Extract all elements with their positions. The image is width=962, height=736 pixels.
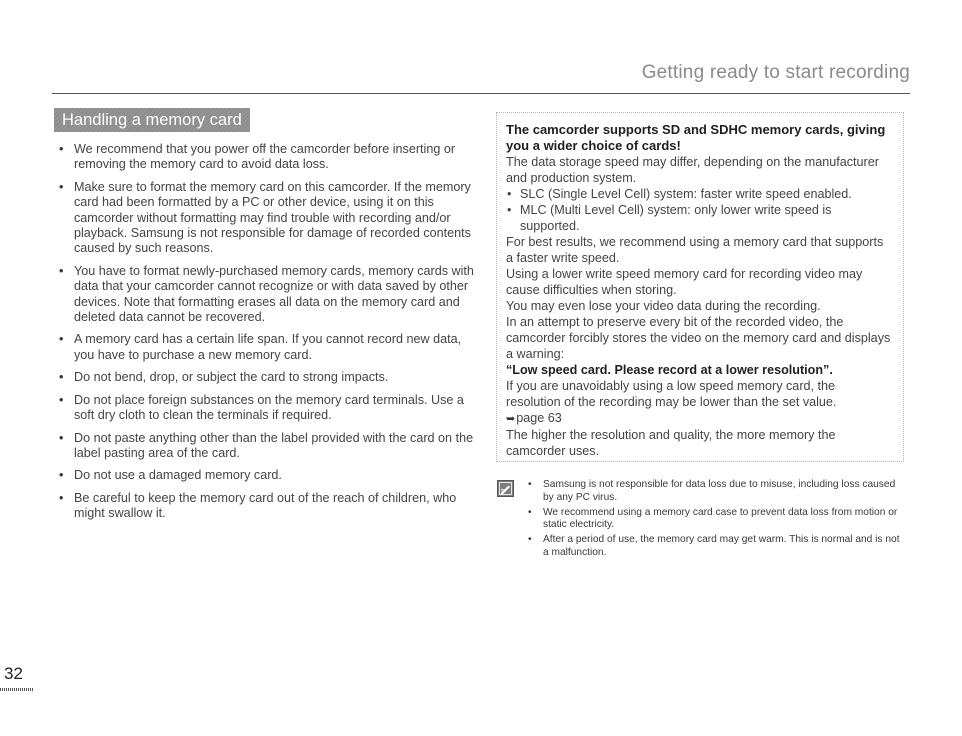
notes-list bbox=[527, 479, 905, 562]
page-number-underline bbox=[0, 688, 33, 691]
list-item: • Samsung is not responsible for data loss due to misuse, including loss caused by any PC virus. bbox=[527, 479, 905, 505]
list-item: • SLC (Single Level Cell) system: faster write speed enabled. bbox=[506, 186, 893, 202]
list-item: • Make sure to format the memory card on this camcorder. If the memory card had been formatted by a PC or other device, using it on this camcorder without formatting may find trouble with recording and/or playback. Samsung is not responsible for damage of recorded contents caused by such reasons. bbox=[58, 180, 478, 257]
list-item: • Do not use a damaged memory card. bbox=[58, 468, 478, 483]
info-paragraph: The higher the resolution and quality, the more memory the camcorder uses. bbox=[506, 428, 836, 458]
header-rule bbox=[52, 93, 910, 94]
arrow-icon: ➥ bbox=[506, 413, 516, 425]
list-item: • You have to format newly-purchased memory cards, memory cards with data that your camcorder cannot recognize or with data saved by other devices. Note that formatting erases all data on the memory card and deleted data cannot be recovered. bbox=[58, 264, 478, 326]
list-item: • Do not place foreign substances on the memory card terminals. Use a soft dry cloth to clean the terminals if required. bbox=[58, 393, 478, 424]
list-item: • Do not bend, drop, or subject the card to strong impacts. bbox=[58, 370, 478, 385]
info-intro: The data storage speed may differ, depending on the manufacturer and production system. bbox=[506, 155, 879, 185]
section-title: Getting ready to start recording bbox=[641, 62, 910, 83]
info-paragraph: You may even lose your video data during the recording. bbox=[506, 299, 821, 313]
list-item: • After a period of use, the memory card may get warm. This is normal and is not a malfunction. bbox=[527, 534, 905, 560]
page-reference bbox=[506, 410, 893, 427]
list-item: • Be careful to keep the memory card out of the reach of children, who might swallow it. bbox=[58, 491, 478, 522]
info-box-title: The camcorder supports SD and SDHC memory cards, giving you a wider choice of cards! bbox=[506, 122, 886, 153]
list-item: • We recommend that you power off the camcorder before inserting or removing the memory card to avoid data loss. bbox=[58, 142, 478, 173]
page-reference-text: page 63 bbox=[516, 411, 562, 425]
section-heading: Handling a memory card bbox=[54, 108, 250, 132]
cell-type-list bbox=[506, 186, 893, 234]
info-paragraph: For best results, we recommend using a memory card that supports a faster write speed. bbox=[506, 235, 884, 265]
note-icon bbox=[497, 480, 514, 497]
warning-message: “Low speed card. Please record at a lower resolution”. bbox=[506, 363, 833, 377]
list-item: • Do not paste anything other than the label provided with the card on the label pasting area of the card. bbox=[58, 431, 478, 462]
sd-card-info-box bbox=[496, 112, 904, 462]
list-item: • MLC (Multi Level Cell) system: only lower write speed is supported. bbox=[506, 202, 893, 234]
info-paragraph: Using a lower write speed memory card for recording video may cause difficulties when storing. bbox=[506, 267, 863, 297]
list-item: • A memory card has a certain life span. If you cannot record new data, you have to purchase a new memory card. bbox=[58, 332, 478, 363]
info-paragraph: In an attempt to preserve every bit of the recorded video, the camcorder forcibly stores the video on the memory card and displays a warning: bbox=[506, 315, 891, 361]
precautions-list bbox=[58, 142, 478, 529]
list-item: • We recommend using a memory card case to prevent data loss from motion or static electricity. bbox=[527, 507, 905, 533]
page-number: 32 bbox=[4, 664, 23, 683]
info-paragraph: If you are unavoidably using a low speed memory card, the resolution of the recording may be lower than the set value. bbox=[506, 379, 837, 409]
